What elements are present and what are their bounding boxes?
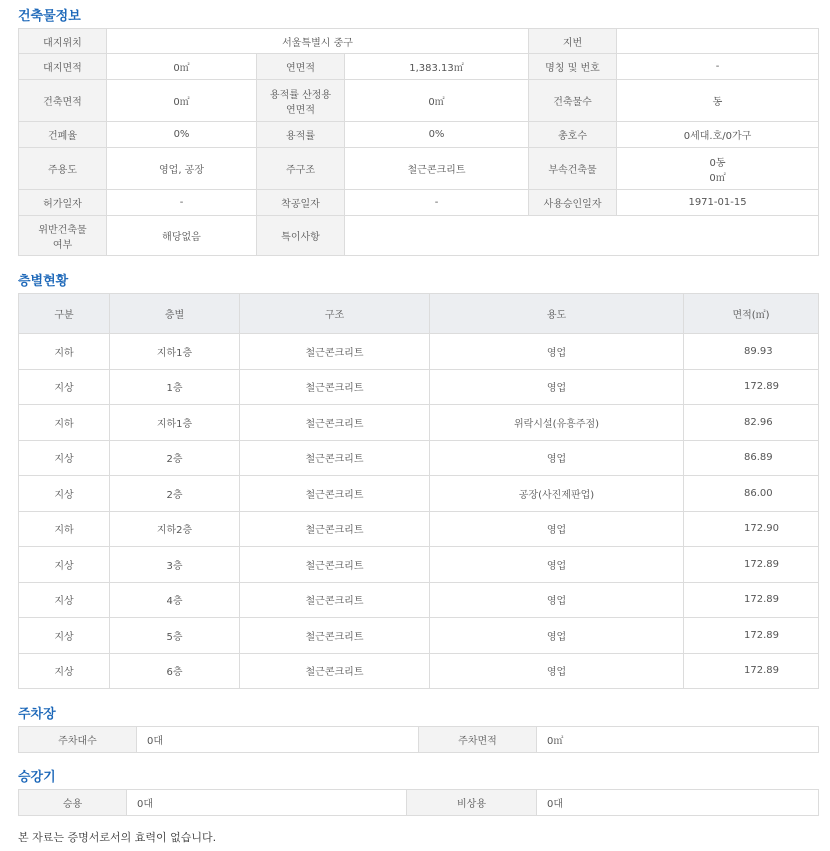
info-value: 1971-01-15 [617,190,819,216]
info-label: 건축물수 [529,80,617,122]
floor-row [19,334,819,370]
floors-title: 층별현황 [18,274,69,289]
floor-cell: 철근콘크리트 [240,582,430,618]
info-label: 특이사항 [257,216,345,256]
floor-cell: 172.89 [684,618,819,654]
parking-area-label: 주차면적 [419,727,537,753]
floor-cell: 89.93 [684,334,819,370]
info-value: - [617,54,819,80]
floor-cell: 위락시설(유흥주점) [430,405,684,441]
info-label: 지번 [529,29,617,54]
floor-row [19,369,819,405]
elevator-title: 승강기 [18,770,56,785]
floor-cell: 지하1층 [110,405,240,441]
info-value: 철근콘크리트 [345,148,529,190]
info-value: - [107,190,257,216]
floors-table [18,293,819,689]
disclaimer-note: 본 자료는 증명서로서의 효력이 없습니다. [18,831,217,844]
floor-cell: 영업 [430,653,684,689]
info-label: 부속건축물 [529,148,617,190]
floor-cell: 영업 [430,582,684,618]
info-value: 0% [107,122,257,148]
info-value [345,216,819,256]
floor-cell: 172.90 [684,511,819,547]
parking-title: 주차장 [18,707,56,722]
floor-cell: 지하 [19,405,110,441]
floor-cell: 86.89 [684,440,819,476]
info-label: 연면적 [257,54,345,80]
floor-cell: 철근콘크리트 [240,405,430,441]
floor-cell: 1층 [110,369,240,405]
floor-cell: 2층 [110,476,240,512]
info-row [19,190,819,216]
floor-cell: 영업 [430,511,684,547]
floor-cell: 영업 [430,547,684,583]
info-row [19,80,819,122]
floor-row [19,405,819,441]
info-label: 착공일자 [257,190,345,216]
floor-cell: 영업 [430,369,684,405]
parking-count-label: 주차대수 [19,727,137,753]
info-value: 0㎡ [107,80,257,122]
floors-header: 층별 [110,294,240,334]
floor-row [19,582,819,618]
info-value: 동 [617,80,819,122]
floor-row [19,511,819,547]
info-label: 명칭 및 번호 [529,54,617,80]
floor-cell: 지하2층 [110,511,240,547]
floor-cell: 4층 [110,582,240,618]
info-value: 0% [345,122,529,148]
floor-row [19,440,819,476]
floors-header: 구조 [240,294,430,334]
info-label: 건축면적 [19,80,107,122]
info-value: 0㎡ [107,54,257,80]
floor-row [19,547,819,583]
info-label: 총호수 [529,122,617,148]
floor-cell: 지상 [19,369,110,405]
floor-cell: 86.00 [684,476,819,512]
floor-cell: 영업 [430,618,684,654]
elevator-passenger-value: 0대 [127,790,407,816]
floor-row [19,476,819,512]
floor-cell: 172.89 [684,369,819,405]
floor-cell: 5층 [110,618,240,654]
floor-cell: 지상 [19,618,110,654]
floor-cell: 공장(사진제판업) [430,476,684,512]
elevator-emergency-label: 비상용 [407,790,537,816]
info-label: 주구조 [257,148,345,190]
parking-table [18,726,819,753]
floor-cell: 철근콘크리트 [240,547,430,583]
info-value: 해당없음 [107,216,257,256]
info-label: 용적률 산정용 연면적 [257,80,345,122]
floor-cell: 6층 [110,653,240,689]
info-label: 대지면적 [19,54,107,80]
floor-cell: 영업 [430,334,684,370]
info-row [19,216,819,256]
floor-cell: 영업 [430,440,684,476]
info-label: 주용도 [19,148,107,190]
floor-cell: 지하1층 [110,334,240,370]
floor-cell: 철근콘크리트 [240,369,430,405]
floor-cell: 지상 [19,582,110,618]
building-info-title: 건축물정보 [18,9,81,24]
floor-cell: 3층 [110,547,240,583]
building-info-table [18,28,819,256]
floors-header: 구분 [19,294,110,334]
floor-cell: 지상 [19,440,110,476]
info-value [617,29,819,54]
floor-cell: 지하 [19,334,110,370]
floor-row [19,653,819,689]
floor-row [19,618,819,654]
floor-cell: 철근콘크리트 [240,476,430,512]
elevator-passenger-label: 승용 [19,790,127,816]
parking-count-value: 0대 [137,727,419,753]
info-label: 사용승인일자 [529,190,617,216]
elevator-emergency-value: 0대 [537,790,819,816]
info-value: 서울특별시 중구 [107,29,529,54]
info-value: 1,383.13㎡ [345,54,529,80]
floor-cell: 지상 [19,547,110,583]
info-label: 위반건축물 여부 [19,216,107,256]
info-value: 0㎡ [345,80,529,122]
floor-cell: 2층 [110,440,240,476]
floor-cell: 지상 [19,476,110,512]
info-label: 허가일자 [19,190,107,216]
info-label: 건폐율 [19,122,107,148]
info-value: 0세대.호/0가구 [617,122,819,148]
floor-cell: 82.96 [684,405,819,441]
info-value: - [345,190,529,216]
floor-cell: 철근콘크리트 [240,653,430,689]
floor-cell: 172.89 [684,547,819,583]
elevator-table [18,789,819,816]
floors-header: 면적(㎡) [684,294,819,334]
info-row [19,148,819,190]
parking-area-value: 0㎡ [537,727,819,753]
info-value: 0동 0㎡ [617,148,819,190]
floor-cell: 철근콘크리트 [240,334,430,370]
info-label: 용적률 [257,122,345,148]
floor-cell: 172.89 [684,653,819,689]
floor-cell: 지하 [19,511,110,547]
info-value: 영업, 공장 [107,148,257,190]
info-row [19,29,819,54]
floor-cell: 철근콘크리트 [240,440,430,476]
floor-cell: 철근콘크리트 [240,511,430,547]
info-row [19,54,819,80]
floor-cell: 철근콘크리트 [240,618,430,654]
floor-cell: 172.89 [684,582,819,618]
info-row [19,122,819,148]
floors-header: 용도 [430,294,684,334]
info-label: 대지위치 [19,29,107,54]
floor-cell: 지상 [19,653,110,689]
